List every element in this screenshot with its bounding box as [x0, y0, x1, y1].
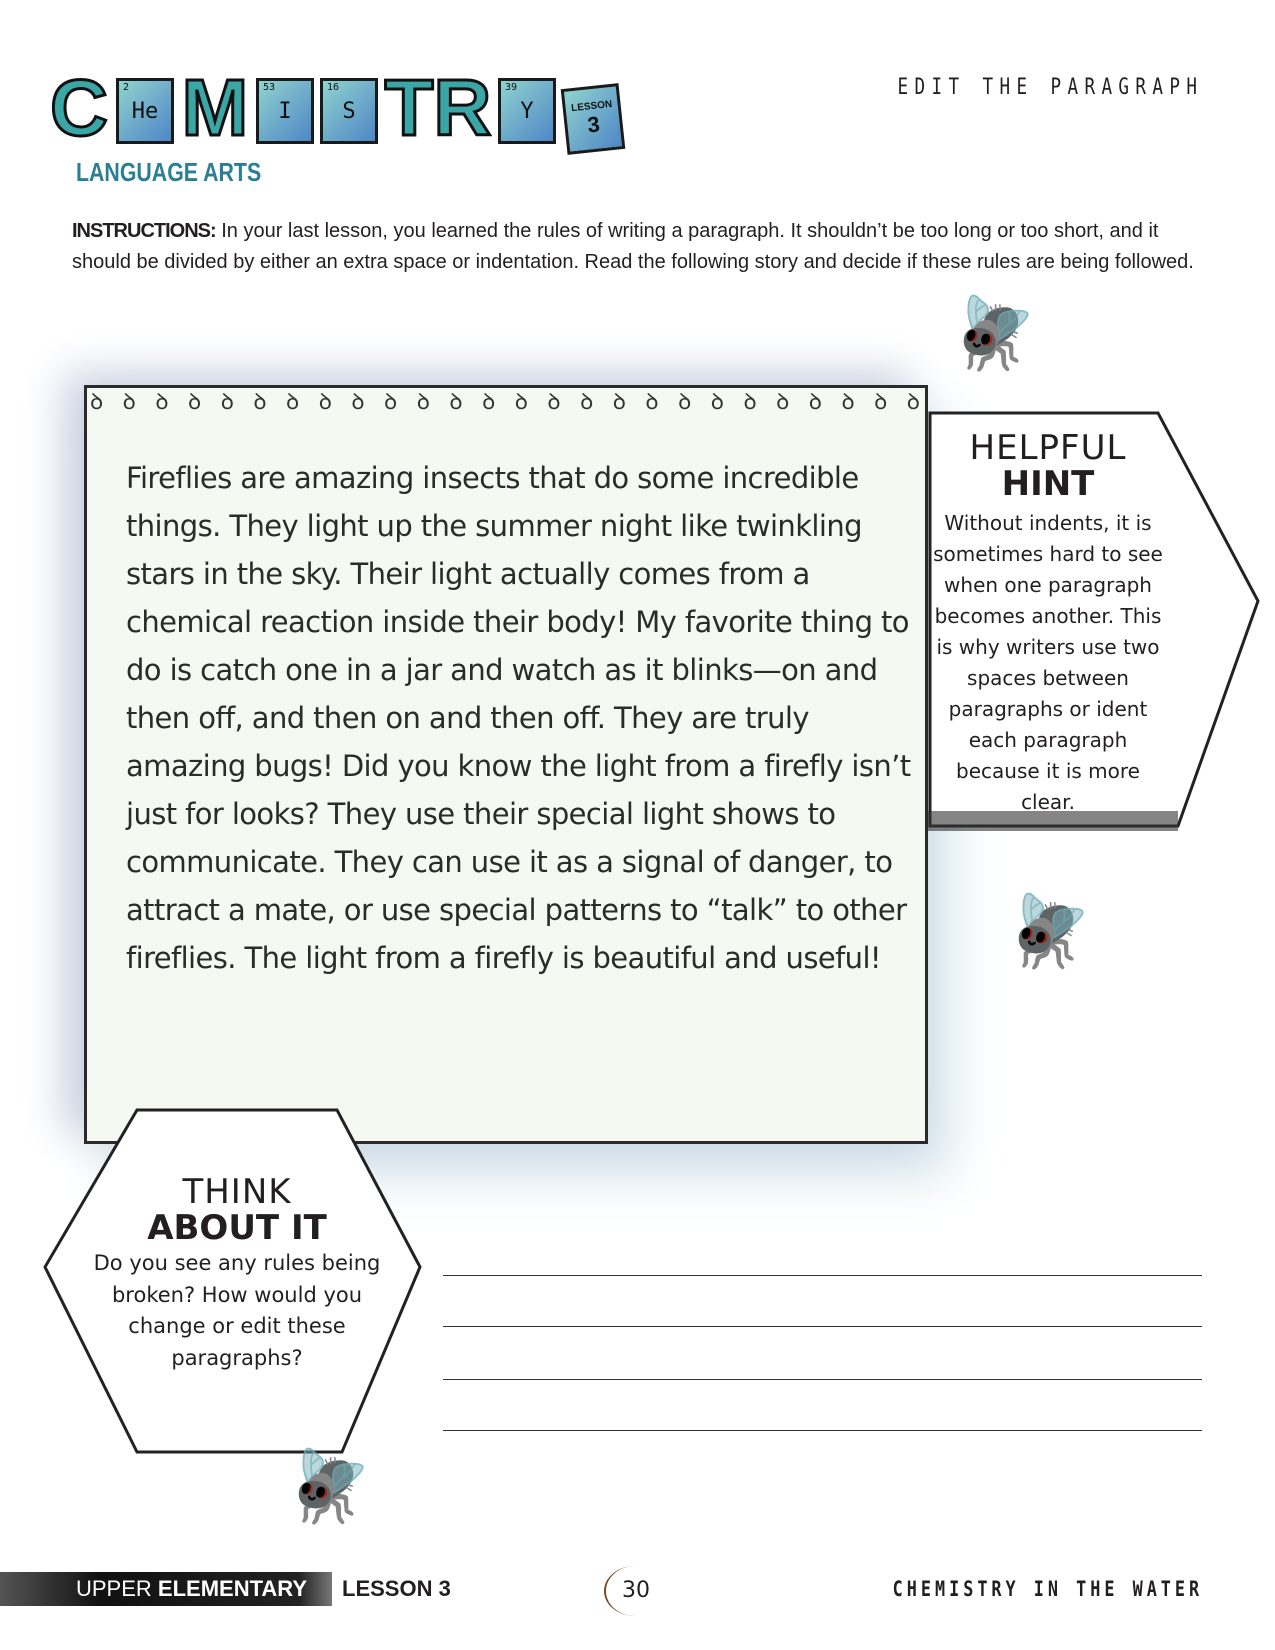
spiral-ring-icon: ꝺ	[155, 390, 169, 415]
tile-number: 16	[327, 82, 340, 93]
answer-line[interactable]	[443, 1326, 1202, 1327]
instructions-text: In your last lesson, you learned the rules of writing a paragraph. It shouldn’t be too long or too short, and it should be divided by either an extra space or indentation. Read the following story and decide if these rules are being followed.	[72, 220, 1194, 273]
tile-symbol: I	[278, 98, 292, 124]
instructions	[72, 216, 1204, 278]
page-number: 30	[604, 1566, 666, 1616]
spiral-ring-icon: ꝺ	[286, 390, 300, 415]
hint-title: HELPFUL	[969, 428, 1127, 468]
spiral-ring-icon: ꝺ	[188, 390, 202, 415]
spiral-ring-icon: ꝺ	[874, 390, 888, 415]
logo-letters-tr: TR	[384, 63, 492, 152]
footer-lesson: LESSON 3	[342, 1576, 451, 1601]
instructions-label: INSTRUCTIONS:	[72, 220, 216, 242]
hint-body: Without indents, it is sometimes hard to see when one paragraph becomes another. This is why writers use two spaces between paragraphs or ident each paragraph because it is more clear.	[933, 511, 1163, 814]
think-body: Do you see any rules being broken? How would you change or edit these paragraphs?	[93, 1251, 381, 1370]
spiral-ring-icon: ꝺ	[122, 390, 136, 415]
spiral-ring-icon: ꝺ	[808, 390, 822, 415]
spiral-ring-icon: ꝺ	[449, 390, 463, 415]
think-title: THINK	[182, 1172, 292, 1212]
tile-number: 53	[263, 82, 276, 93]
spiral-ring-icon: ꝺ	[253, 390, 267, 415]
footer-level	[76, 1576, 307, 1602]
firefly-icon: 🪰	[285, 1445, 373, 1527]
spiral-ring-icon: ꝺ	[776, 390, 790, 415]
spiral-ring-icon: ꝺ	[514, 390, 528, 415]
spiral-ring-icon: ꝺ	[710, 390, 724, 415]
lesson-badge	[561, 83, 626, 155]
firefly-icon: 🪰	[1005, 890, 1093, 972]
tile-symbol: Y	[520, 98, 534, 124]
tile-symbol: He	[131, 98, 159, 124]
spiral-ring-icon: ꝺ	[384, 390, 398, 415]
tile-number: 2	[123, 82, 130, 93]
logo-letter-m: M	[181, 63, 249, 152]
lesson-badge-label: LESSON	[570, 98, 613, 114]
firefly-icon: 🪰	[950, 292, 1038, 374]
spiral-ring-icon: ꝺ	[547, 390, 561, 415]
spiral-ring-icon: ꝺ	[841, 390, 855, 415]
spiral-ring-icon: ꝺ	[220, 390, 234, 415]
answer-line[interactable]	[443, 1275, 1202, 1276]
think-subtitle: ABOUT IT	[147, 1208, 327, 1248]
chemistry-logo	[16, 26, 622, 154]
tile-number: 39	[505, 82, 518, 93]
spiral-ring-icon: ꝺ	[482, 390, 496, 415]
spiral-ring-icon: ꝺ	[612, 390, 626, 415]
answer-line[interactable]	[443, 1379, 1202, 1380]
spiral-ring-icon: ꝺ	[90, 390, 104, 415]
spiral-ring-icon: ꝺ	[645, 390, 659, 415]
spiral-ring-icon: ꝺ	[416, 390, 430, 415]
tile-symbol: S	[342, 98, 356, 124]
spiral-ring-icon: ꝺ	[906, 390, 920, 415]
lesson-badge-number: 3	[586, 110, 601, 138]
answer-line[interactable]	[443, 1430, 1202, 1431]
think-about-it	[92, 1172, 382, 1374]
helpful-hint	[928, 428, 1168, 818]
section-title: EDIT THE PARAGRAPH	[897, 75, 1203, 100]
level-bold: ELEMENTARY	[157, 1576, 308, 1601]
level-light: UPPER	[76, 1576, 158, 1601]
spiral-binding	[90, 386, 920, 416]
spiral-ring-icon: ꝺ	[318, 390, 332, 415]
spiral-ring-icon: ꝺ	[580, 390, 594, 415]
subject-label: LANGUAGE ARTS	[76, 157, 262, 187]
footer-unit: CHEMISTRY IN THE WATER	[892, 1577, 1203, 1601]
spiral-ring-icon: ꝺ	[678, 390, 692, 415]
logo-letter-c: C	[50, 63, 108, 152]
spiral-ring-icon: ꝺ	[351, 390, 365, 415]
spiral-ring-icon: ꝺ	[743, 390, 757, 415]
hint-subtitle: HINT	[1001, 464, 1095, 504]
story-paragraph: Fireflies are amazing insects that do some incredible things. They light up the summer night like twinkling stars in the sky. Their light actually comes from a chemical reaction inside their body! My favorite thing to do is catch one in a jar and watch as it blinks—on and then off, and then on and then off. They are truly amazing bugs! Did you know the light from a firefly isn’t just for looks? They use their special light shows to communicate. They can use it as a signal of danger, to attract a mate, or use special patterns to “talk” to other fireflies. The light from a firefly is beautiful and useful!	[126, 461, 911, 975]
